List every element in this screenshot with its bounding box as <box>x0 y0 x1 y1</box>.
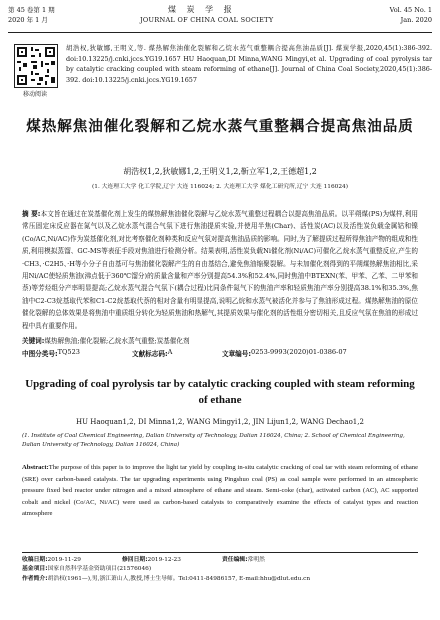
revised-field <box>122 556 181 565</box>
abstract-cn-label: 摘 要: <box>22 210 41 218</box>
revised-label: 修回日期: <box>122 557 148 563</box>
date-en: Jan. 2020 <box>400 16 432 24</box>
fund-label: 基金项目: <box>22 566 48 573</box>
dates-row <box>22 556 418 565</box>
affiliation-en: (1. Institute of Coal Chemical Engineering, Dalian University of Technology, Dalian 116024, China; 2. School of Chemical Engineering, Dalian University of Technology, Dalian 116024, China) <box>22 433 405 448</box>
journal-name-en: JOURNAL OF CHINA COAL SOCIETY <box>140 16 274 24</box>
doc-code-label: 文献标志码: <box>132 350 168 358</box>
abstract-cn <box>22 208 418 332</box>
abstract-en <box>22 462 418 520</box>
footnote-block <box>22 552 418 584</box>
bio-label: 作者简介: <box>22 575 48 582</box>
article-no-value: 0253-9993(2020)01-0386-07 <box>251 348 347 356</box>
fund-row <box>22 565 418 574</box>
vol-no-en: Vol. 45 No. 1 <box>389 6 432 14</box>
article-title-cn: 煤热解焦油催化裂解和乙烷水蒸气重整耦合提高焦油品质 <box>26 119 414 135</box>
received-field <box>22 556 81 565</box>
qr-code[interactable] <box>14 44 58 88</box>
abstract-en-text: The purpose of this paper is to improve the light tar yield by coupling in-situ catalytic cracking of coal tar with steam reforming of ethane (SRE) over carbon-based catalysts. The tar upgrading experiments using Pingshuo coal (PS) as coal sample were performed in an atmospheric pressure fixed bed reactor under nitrogen and a mixed atmosphere of ethane and steam. Semi-coke (char), activated carbon (AC), AC supported cobalt and nickel (Co/AC, Ni/AC) were used as carbon-based catalysts to comparatively examine the effects of catalyst types and reaction atmosphere <box>22 464 418 517</box>
journal-name-cn: 煤 炭 学 报 <box>168 5 236 14</box>
keywords-cn-text: 煤热解焦油;催化裂解;乙烷水蒸气重整;炭基催化剂 <box>44 337 190 345</box>
bio-value: 胡浩权(1961—),男,浙江萧山人,教授,博士生导师。Tel:0411-84986157, E-mail:hhu@dlut.edu.cn <box>47 575 311 582</box>
fund-value: 国家自然科学基金资助项目(21576046) <box>47 566 152 573</box>
article-no-field <box>222 348 347 358</box>
authors-en: HU Haoquan1,2, DI Minna1,2, WANG Mingyi1,2, JIN Lijun1,2, WANG Dechao1,2 <box>76 418 364 426</box>
classification-row <box>22 348 418 358</box>
qr-caption: 移动阅读 <box>22 91 47 98</box>
revised-value: 2019-12-23 <box>147 557 181 563</box>
editor-value: 常明然 <box>247 557 265 563</box>
vol-issue-cn: 第 45 卷第 1 期 <box>8 6 55 14</box>
abstract-cn-text: 本文旨在通过在炭基催化剂上发生的煤热解焦油催化裂解与乙烷水蒸气重整过程耦合以提高焦油品质。以平朔煤(PS)为煤样,利用常压固定床反应器在氮气以及乙烷水蒸气混合气氛下进行焦油提质实验,并使用半焦(Char)、活性炭(AC)以及活性炭负载金属钴和镍(Co/AC,Ni/AC)作为炭基催化剂,对比考察催化剂种类和反应气氛对提高焦油品质的影响。同时,为了解提质过程所得焦油产物的组成和性质,利用模拟蒸馏、GC-MS等表征手段对焦油进行检测分析。结果表明,活性炭负载Ni催化剂(Ni/AC)可催化乙烷水蒸气重整反应,产生的·CH3、·C2H5、·H等小分子自由基可与焦油催化裂解产生的自由基结合,避免焦油缩聚裂解。与未加催化剂得到的平朔煤热解焦油相比,采用Ni/AC使轻质焦油(沸点低于360℃馏分)的质量含量和产率分别提高54.3%和52.4%,同时焦油中BTEXN(苯、甲苯、乙苯、二甲苯和萘)等芳烃组分产率明显提高;乙烷水蒸气混合气氛下(耦合过程)比同条件氮气下的焦油产率和轻质焦油产率分别提高38.1%和35.3%,焦油中C2-C3烷基取代苯和C1-C2烷基取代萘的相对含量有明显提高,说明乙烷和水蒸气被活化并参与了焦油形成过程。煤热解焦油的原位催化裂解的总体效果是将焦油中重质组分转化为轻质焦油和热解气,其提质效果与催化剂的活性组分密切相关,且反应气氛在焦油的形成过程中具有重要作用。 <box>22 210 418 330</box>
bio-row <box>22 575 418 584</box>
authors-cn: 胡浩权1,2,狄敏娜1,2,王明义1,2,靳立军1,2,王德超1,2 <box>123 167 317 176</box>
abstract-en-label: Abstract: <box>22 464 49 471</box>
affiliation-cn: (1. 大连理工大学 化工学院,辽宁 大连 116024; 2. 大连理工大学 煤化工研究所,辽宁 大连 116024) <box>92 184 348 190</box>
journal-header <box>8 4 432 33</box>
editor-field <box>222 556 265 565</box>
clc-field <box>22 348 80 358</box>
received-value: 2019-11-29 <box>47 557 81 563</box>
clc-label: 中图分类号: <box>22 350 58 358</box>
citation-block: 胡浩权,狄敏娜,王明义,等. 煤热解焦油催化裂解和乙烷水蒸气重整耦合提高焦油品质[J]. 煤炭学报,2020,45(1):386-392. doi:10.13225/j.cnki.jccs.YG19.1657 HU Haoquan,DI Minna,WANG Mingyi,et al. Upgrading of coal pyrolysis tar by catalytic cracking coupled with steam reforming of ethane[J]. Journal of China Coal Society,2020,45(1):386-392. doi:10.13225/j.cnki.jccs.YG19.1657 <box>66 44 432 84</box>
keywords-cn-label: 关键词: <box>22 337 45 345</box>
editor-label: 责任编辑: <box>222 557 248 563</box>
doc-code-value: A <box>167 348 173 356</box>
received-label: 收稿日期: <box>22 557 48 563</box>
keywords-cn <box>22 335 418 345</box>
doc-code-field <box>132 348 173 358</box>
qr-code-icon <box>15 45 57 87</box>
article-no-label: 文章编号: <box>222 350 252 358</box>
article-title-en: Upgrading of coal pyrolysis tar by catalytic cracking coupled with steam reforming of ethane <box>25 378 415 406</box>
clc-value: TQ523 <box>57 348 80 356</box>
date-cn: 2020 年 1 月 <box>8 16 48 24</box>
